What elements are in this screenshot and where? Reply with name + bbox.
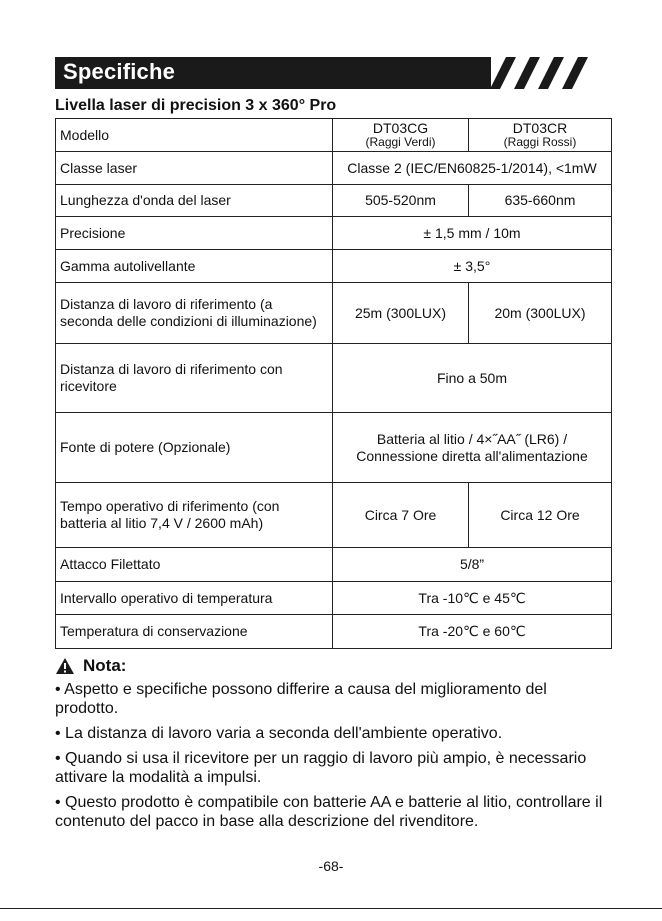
note-title: Nota: — [83, 656, 127, 675]
row-value: Classe 2 (IEC/EN60825-1/2014), <1mW — [333, 152, 612, 185]
table-row — [56, 217, 612, 250]
row-label: Precisione — [56, 217, 333, 250]
note-item: • Quando si usa il ricevitore per un raggio di lavoro più ampio, è necessario attivare la modalità a impulsi. — [55, 750, 587, 786]
table-row — [56, 152, 612, 185]
row-value: Circa 7 Ore — [333, 483, 469, 548]
row-label: Fonte di potere (Opzionale) — [56, 413, 333, 483]
note-heading — [55, 656, 126, 676]
model-sub: (Raggi Rossi) — [503, 135, 577, 149]
table-row — [56, 283, 612, 344]
page-number: -68- — [318, 858, 344, 874]
row-value: 20m (300LUX) — [469, 283, 612, 344]
row-value: ± 1,5 mm / 10m — [333, 217, 612, 250]
model-name: DT03CG — [372, 120, 429, 136]
row-label: Distanza di lavoro di riferimento (a seconda delle condizioni di illuminazione) — [56, 283, 333, 344]
spec-table — [55, 118, 612, 649]
table-row — [56, 344, 612, 413]
row-value: 505-520nm — [333, 185, 469, 217]
section-header — [55, 57, 491, 89]
row-value: Batteria al litio / 4×˝AA˝ (LR6) / Connessione diretta all'alimentazione — [333, 413, 612, 483]
note-item: • Questo prodotto è compatibile con batterie AA e batterie al litio, controllare il contenuto del pacco in base alla descrizione del rivenditore. — [55, 794, 603, 830]
row-value: 5/8” — [333, 548, 612, 582]
warning-triangle-icon — [55, 657, 75, 675]
table-row — [56, 582, 612, 615]
row-label: Tempo operativo di riferimento (con batteria al litio 7,4 V / 2600 mAh) — [56, 483, 333, 548]
table-row — [56, 548, 612, 582]
row-label: Gamma autolivellante — [56, 250, 333, 283]
row-label: Temperatura di conservazione — [56, 615, 333, 649]
section-title: Specifiche — [63, 59, 176, 84]
row-value: ± 3,5° — [333, 250, 612, 283]
table-row — [56, 250, 612, 283]
model-name: DT03CR — [512, 120, 568, 136]
product-subtitle: Livella laser di precision 3 x 360° Pro — [55, 97, 337, 114]
model-sub: (Raggi Verdi) — [365, 135, 436, 149]
note-list — [55, 680, 611, 837]
table-row — [56, 185, 612, 217]
model-cell — [333, 119, 469, 152]
table-row — [56, 615, 612, 649]
row-value: Circa 12 Ore — [469, 483, 612, 548]
row-label: Intervallo operativo di temperatura — [56, 582, 333, 615]
row-value: Tra -10℃ e 45℃ — [333, 582, 612, 615]
row-label: Distanza di lavoro di riferimento con ricevitore — [56, 344, 333, 413]
row-label: Modello — [56, 119, 333, 152]
model-cell — [469, 119, 612, 152]
row-value: 635-660nm — [469, 185, 612, 217]
row-value: Fino a 50m — [333, 344, 612, 413]
bottom-divider — [0, 908, 662, 909]
table-row — [56, 413, 612, 483]
row-label: Lunghezza d'onda del laser — [56, 185, 333, 217]
row-label: Attacco Filettato — [56, 548, 333, 582]
row-value: Tra -20℃ e 60℃ — [333, 615, 612, 649]
row-value: 25m (300LUX) — [333, 283, 469, 344]
note-item: • Aspetto e specifiche possono differire a causa del miglioramento del prodotto. — [55, 681, 547, 717]
note-item: • La distanza di lavoro varia a seconda dell'ambiente operativo. — [55, 725, 503, 742]
row-label: Classe laser — [56, 152, 333, 185]
table-row — [56, 483, 612, 548]
table-row — [56, 119, 612, 152]
header-stripes-icon — [490, 57, 600, 89]
